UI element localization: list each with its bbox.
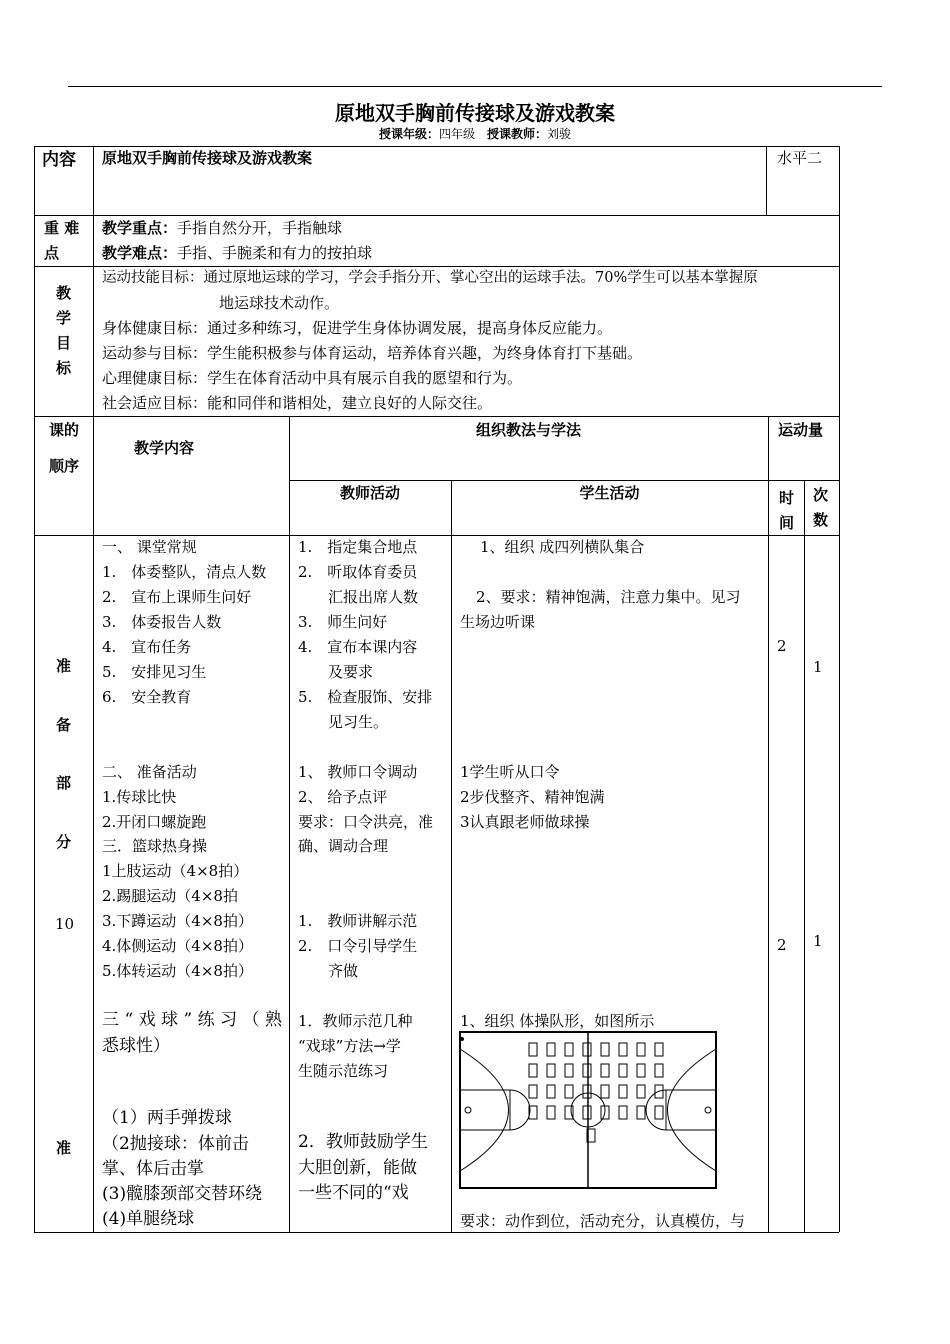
difficulty-label-1: 重 难 (44, 219, 80, 237)
key-point: 教学重点：手指自然分开，手指触球 (102, 219, 343, 237)
bball-item: 5.体转运动（4×8拍） (102, 962, 253, 980)
goal-health: 身体健康目标：通过多种练习，促进学生身体协调发展，提高身体反应能力。 (102, 319, 613, 337)
teacher-bball: 2. 口令引导学生 (298, 937, 418, 955)
teacher-encourage: 一些不同的“戏 (298, 1183, 409, 1203)
goal-skill: 运动技能目标：通过原地运球的学习，学会手指分开、掌心空出的运球手法。70%学生可以基本掌握原 (102, 270, 758, 286)
teacher-routine: 见习生。 (298, 713, 389, 731)
routine-item: 6. 安全教育 (102, 688, 192, 706)
bball-title: 三．篮球热身操 (102, 837, 208, 855)
bball-item: 2.踢腿运动（4×8拍 (102, 887, 238, 905)
teacher-warmup: 确、调动合理 (298, 837, 389, 855)
routine-item: 5. 安排见习生 (102, 663, 207, 681)
page-title: 原地双手胸前传接球及游戏教案 (335, 101, 615, 125)
student-warmup: 1学生听从口令 (460, 763, 560, 781)
teacher-label: 授课教师： (487, 127, 548, 141)
teacher-routine: 4. 宣布本课内容 (298, 638, 418, 656)
teacher-ball: 生随示范练习 (298, 1062, 389, 1080)
goals-label-4: 标 (56, 359, 72, 377)
page-subtitle (0, 125, 950, 142)
bball-item: 4.体侧运动（4×8拍） (102, 937, 253, 955)
teacher-ball: “戏球”方法→学 (298, 1037, 401, 1055)
section-minutes: 10 (55, 915, 75, 933)
teacher-routine: 2. 听取体育委员 (298, 563, 418, 581)
section-char-4: 分 (56, 833, 72, 851)
grade-value: 四年级 (438, 127, 475, 141)
ball-title-cont: 悉球性） (102, 1036, 170, 1056)
teacher-ball: 1．教师示范几种 (298, 1012, 413, 1030)
grade-label: 授课年级： (378, 127, 439, 141)
count-value-2: 1 (813, 932, 823, 950)
section-next-char: 准 (56, 1139, 72, 1157)
content-header: 教学内容 (134, 439, 195, 457)
header-rule (68, 86, 882, 87)
routine-item: 4. 宣布任务 (102, 638, 192, 656)
teacher-bball: 1. 教师讲解示范 (298, 912, 418, 930)
ball-item: （2抛接球：体前击 (102, 1134, 249, 1154)
content-value: 原地双手胸前传接球及游戏教案 (102, 149, 313, 167)
ball-item: (3)髋膝颈部交替环绕 (102, 1184, 263, 1204)
teacher-warmup: 2、 给予点评 (298, 788, 388, 806)
teacher-encourage: 大胆创新，能做 (298, 1158, 417, 1178)
count-header-2: 数 (813, 511, 829, 529)
bball-item: 1上肢运动（4×8拍） (102, 862, 249, 880)
teacher-header: 教师活动 (339, 484, 400, 502)
teacher-routine: 5. 检查服饰、安排 (298, 688, 433, 706)
goal-mental: 心理健康目标：学生在体育活动中具有展示自我的愿望和行为。 (102, 369, 523, 387)
bball-item: 3.下蹲运动（4×8拍） (102, 912, 253, 930)
teacher-routine: 1. 指定集合地点 (298, 538, 418, 556)
time-value-1: 2 (777, 637, 787, 655)
order-label-2: 顺序 (49, 457, 80, 475)
teacher-warmup: 要求：口令洪亮，准 (298, 813, 434, 831)
student-warmup: 3认真跟老师做球操 (460, 813, 590, 831)
count-header-1: 次 (813, 486, 829, 504)
level-value: 水平二 (777, 149, 823, 167)
section-char-2: 备 (56, 716, 72, 734)
time-header-2: 间 (779, 514, 795, 532)
student-header: 学生活动 (579, 484, 640, 502)
warmup-title: 二、 准备活动 (102, 763, 197, 781)
ball-item: (4)单腿绕球 (102, 1209, 195, 1229)
method-header: 组织教法与学法 (475, 421, 581, 439)
hard-point: 教学难点：手指、手腕柔和有力的按拍球 (102, 244, 373, 262)
section-char-3: 部 (56, 774, 72, 792)
goal-skill-cont: 地运球技术动作。 (219, 294, 340, 312)
routine-item: 1. 体委整队，清点人数 (102, 563, 267, 581)
student-ball: 1、组织 体操队形，如图所示 (460, 1012, 655, 1030)
teacher-encourage: 2．教师鼓励学生 (298, 1132, 428, 1152)
routine-item: 3. 体委报告人数 (102, 613, 222, 631)
order-label-1: 课的 (49, 421, 80, 439)
teacher-value: 刘骏 (547, 127, 572, 141)
routine-title: 一、 课堂常规 (102, 538, 197, 556)
teacher-warmup: 1、 教师口令调动 (298, 763, 418, 781)
time-value-2: 2 (777, 936, 787, 954)
teacher-routine: 及要求 (298, 663, 374, 681)
teacher-bball: 齐做 (298, 962, 359, 980)
teacher-routine: 3. 师生问好 (298, 613, 388, 631)
warmup-item: 2.开闭口螺旋跑 (102, 813, 207, 831)
count-value-1: 1 (813, 658, 823, 676)
student-routine: 1、组织 成四列横队集合 (480, 538, 645, 556)
warmup-item: 1.传球比快 (102, 788, 177, 806)
ball-item: （1）两手弹拨球 (102, 1108, 232, 1128)
ball-item: 掌、体后击掌 (102, 1159, 204, 1179)
section-char-1: 准 (56, 657, 72, 675)
goals-label-1: 教 (56, 284, 72, 302)
ball-title: 三“戏球”练习（熟 (102, 1010, 282, 1030)
goal-participation: 运动参与目标：学生能积极参与体育运动，培养体育兴趣，为终身体育打下基础。 (102, 344, 643, 362)
teacher-routine: 汇报出席人数 (298, 588, 419, 606)
student-routine: 生场边听课 (460, 613, 536, 631)
goals-label-2: 学 (56, 309, 72, 327)
student-warmup: 2步伐整齐、精神饱满 (460, 788, 605, 806)
content-label: 内容 (42, 150, 76, 170)
time-header-1: 时 (779, 489, 795, 507)
goals-label-3: 目 (56, 334, 72, 352)
student-ball-requirement: 要求：动作到位，活动充分，认真模仿，与 (460, 1212, 746, 1230)
routine-item: 2. 宣布上课师生问好 (102, 588, 252, 606)
load-header: 运动量 (778, 421, 824, 439)
student-routine: 2、要求：精神饱满，注意力集中。见习 (476, 588, 741, 606)
court-diagram (459, 1031, 717, 1189)
goal-social: 社会适应目标：能和同伴和谐相处，建立良好的人际交往。 (102, 394, 493, 412)
difficulty-label-2: 点 (44, 244, 60, 262)
